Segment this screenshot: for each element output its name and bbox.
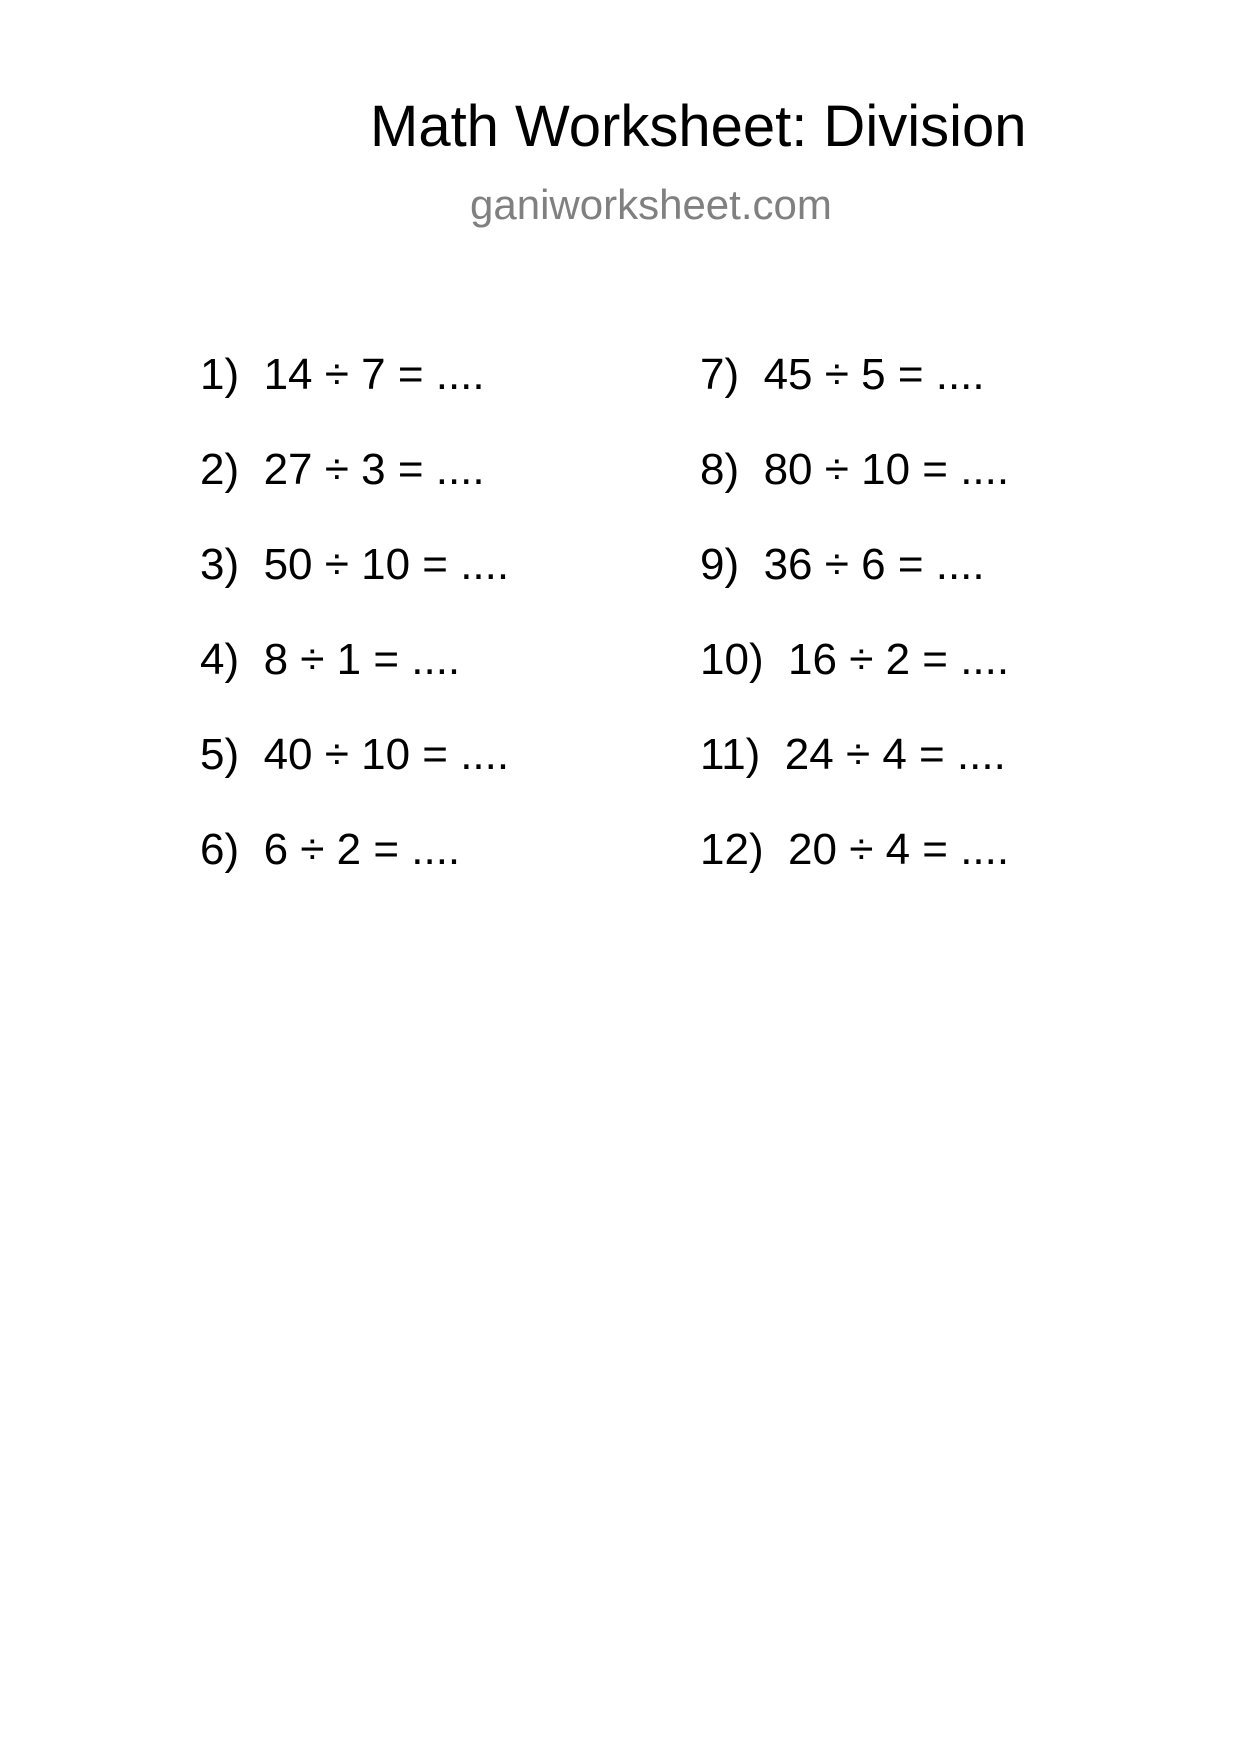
problem-expression: 20 ÷ 4 = .... (788, 825, 1010, 874)
problem-number: 8) (700, 445, 740, 494)
problem-column-left (200, 350, 510, 923)
problem-number: 12) (700, 825, 764, 874)
problem-number: 6) (200, 825, 240, 874)
problem-number: 1) (200, 350, 240, 399)
problem-number: 7) (700, 350, 740, 399)
problem-item (200, 825, 509, 923)
problem-item (200, 730, 510, 828)
problem-number: 9) (700, 540, 740, 589)
problem-expression: 8 ÷ 1 = .... (263, 635, 461, 684)
problem-item (700, 350, 1009, 448)
problem-expression: 50 ÷ 10 = .... (263, 540, 510, 589)
problem-expression: 80 ÷ 10 = .... (763, 445, 1010, 494)
problem-number: 10) (700, 635, 764, 684)
problem-expression: 40 ÷ 10 = .... (263, 730, 510, 779)
problem-column-right (700, 350, 1010, 923)
problem-item (200, 540, 510, 638)
problem-item (700, 635, 1010, 733)
problem-expression: 45 ÷ 5 = .... (763, 350, 985, 399)
problem-number: 4) (200, 635, 240, 684)
problem-item (700, 540, 1009, 638)
problem-number: 5) (200, 730, 240, 779)
problem-expression: 24 ÷ 4 = .... (784, 730, 1006, 779)
page-title: Math Worksheet: Division (370, 94, 1027, 159)
problem-number: 3) (200, 540, 240, 589)
problem-item (200, 350, 509, 448)
problem-number: 2) (200, 445, 240, 494)
problem-item (200, 445, 509, 543)
website-credit: ganiworksheet.com (470, 181, 832, 228)
problem-item (700, 730, 1009, 828)
problem-number: 11) (700, 730, 761, 779)
problem-expression: 16 ÷ 2 = .... (788, 635, 1010, 684)
problem-item (700, 825, 1010, 923)
problem-expression: 36 ÷ 6 = .... (763, 540, 985, 589)
problem-item (200, 635, 509, 733)
problem-expression: 14 ÷ 7 = .... (263, 350, 485, 399)
problem-expression: 6 ÷ 2 = .... (263, 825, 461, 874)
problem-item (700, 445, 1010, 543)
problem-expression: 27 ÷ 3 = .... (263, 445, 485, 494)
